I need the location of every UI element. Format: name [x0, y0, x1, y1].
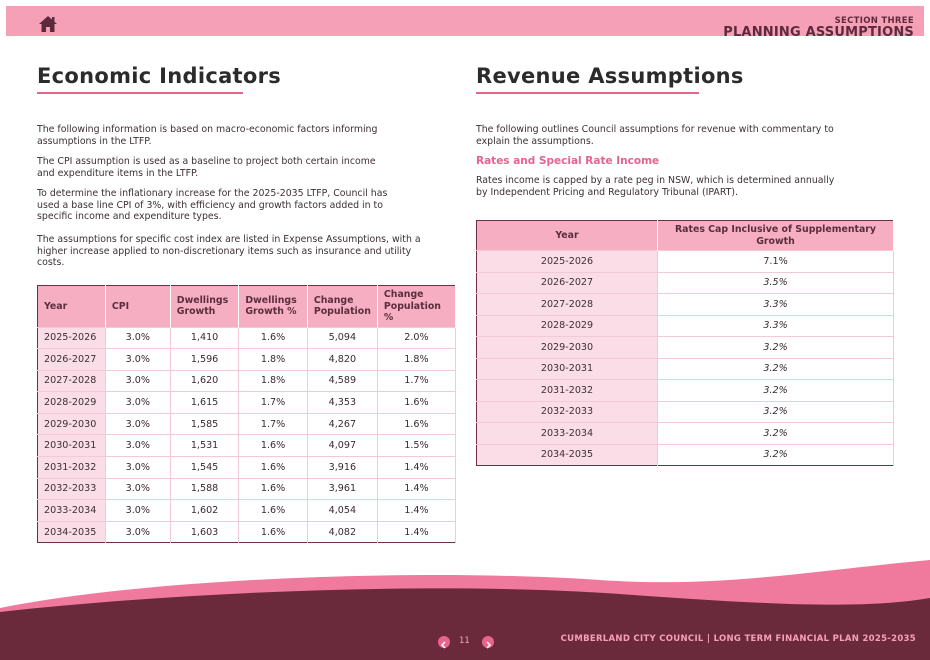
section-title: PLANNING ASSUMPTIONS [723, 25, 914, 40]
year-cell: 2025-2026 [477, 251, 658, 273]
year-cell: 2031-2032 [477, 380, 658, 402]
table-row [38, 413, 456, 435]
table-cell: 4,082 [307, 521, 377, 543]
table-row [38, 392, 456, 414]
year-cell: 2028-2029 [477, 315, 658, 337]
table-cell: 1,531 [170, 435, 239, 457]
table-cell: 5,094 [307, 327, 377, 349]
table-row [477, 251, 894, 273]
table-row [38, 478, 456, 500]
table-row [38, 435, 456, 457]
economic-indicators-table [37, 285, 456, 543]
table-cell: 1.7% [239, 413, 308, 435]
rate-cap-cell: 3.3% [658, 315, 894, 337]
table-cell: 4,353 [307, 392, 377, 414]
title-underline [476, 92, 699, 94]
table-cell: 3.0% [105, 500, 170, 522]
table-cell: 4,267 [307, 413, 377, 435]
year-cell: 2028-2029 [38, 392, 106, 414]
column-header: Change Population % [377, 286, 455, 328]
paragraph: To determine the inflationary increase for the 2025-2035 LTFP, Council has used a base line CPI of 3%, with efficiency and growth factors added in to specific income and expenditure types. [37, 188, 388, 222]
table-cell: 1.4% [377, 500, 455, 522]
header-bar [6, 6, 924, 40]
year-cell: 2027-2028 [477, 294, 658, 316]
table-cell: 3.0% [105, 457, 170, 479]
paragraph: The CPI assumption is used as a baseline to project both certain income and expenditure items in the LTFP. [37, 156, 376, 179]
table-cell: 1.8% [239, 370, 308, 392]
column-header: Rates Cap Inclusive of Supplementary Growth [658, 221, 894, 251]
year-cell: 2034-2035 [38, 521, 106, 543]
rate-cap-cell: 3.2% [658, 358, 894, 380]
table-cell: 4,820 [307, 349, 377, 371]
table-row [38, 370, 456, 392]
year-cell: 2034-2035 [477, 444, 658, 466]
home-icon[interactable] [38, 15, 58, 33]
paragraph: Rates income is capped by a rate peg in NSW, which is determined annually by Independent Pricing and Regulatory Tribunal (IPART). [476, 175, 835, 198]
table-cell: 1,596 [170, 349, 239, 371]
year-cell: 2033-2034 [477, 423, 658, 445]
rate-cap-cell: 3.3% [658, 294, 894, 316]
table-cell: 1,410 [170, 327, 239, 349]
year-cell: 2032-2033 [38, 478, 106, 500]
rates-cap-table [476, 220, 894, 466]
table-cell: 4,097 [307, 435, 377, 457]
table-cell: 1.6% [239, 478, 308, 500]
column-header: Year [477, 221, 658, 251]
paragraph: The following information is based on macro-economic factors informing assumptions in the LTFP. [37, 124, 378, 147]
table-cell: 1.6% [239, 457, 308, 479]
table-row [477, 423, 894, 445]
table-header-row [477, 221, 894, 251]
table-cell: 1.4% [377, 521, 455, 543]
year-cell: 2026-2027 [477, 272, 658, 294]
year-cell: 2030-2031 [477, 358, 658, 380]
year-cell: 2030-2031 [38, 435, 106, 457]
table-cell: 1,620 [170, 370, 239, 392]
rate-cap-cell: 3.2% [658, 444, 894, 466]
year-cell: 2032-2033 [477, 401, 658, 423]
paragraph: The following outlines Council assumptions for revenue with commentary to explain the assumptions. [476, 124, 834, 147]
economic-indicators-title: Economic Indicators [37, 64, 282, 88]
table-row [477, 294, 894, 316]
table-row [477, 358, 894, 380]
table-cell: 1,588 [170, 478, 239, 500]
table-cell: 3.0% [105, 521, 170, 543]
table-row [38, 521, 456, 543]
table-cell: 1.7% [239, 392, 308, 414]
year-cell: 2033-2034 [38, 500, 106, 522]
rate-cap-cell: 3.2% [658, 380, 894, 402]
table-header-row [38, 286, 456, 328]
table-row [477, 380, 894, 402]
table-cell: 1.4% [377, 478, 455, 500]
rate-cap-cell: 3.2% [658, 423, 894, 445]
footer-document-title: CUMBERLAND CITY COUNCIL | LONG TERM FINANCIAL PLAN 2025-2035 [560, 634, 916, 644]
column-header: Dwellings Growth [170, 286, 239, 328]
chevron-left-icon [438, 639, 450, 651]
table-cell: 1.8% [377, 349, 455, 371]
page-number: 11 [459, 636, 470, 646]
table-row [477, 337, 894, 359]
chevron-right-icon [482, 639, 494, 651]
year-cell: 2029-2030 [477, 337, 658, 359]
table-cell: 3.0% [105, 349, 170, 371]
table-cell: 1.6% [377, 392, 455, 414]
table-cell: 3.0% [105, 478, 170, 500]
table-cell: 1,603 [170, 521, 239, 543]
table-cell: 1.4% [377, 457, 455, 479]
table-cell: 4,589 [307, 370, 377, 392]
rate-cap-cell: 3.2% [658, 337, 894, 359]
rate-cap-cell: 7.1% [658, 251, 894, 273]
table-cell: 1,585 [170, 413, 239, 435]
table-row [477, 272, 894, 294]
table-cell: 3.0% [105, 413, 170, 435]
year-cell: 2027-2028 [38, 370, 106, 392]
table-cell: 1,602 [170, 500, 239, 522]
table-cell: 1.7% [377, 370, 455, 392]
table-cell: 3.0% [105, 435, 170, 457]
table-row [477, 401, 894, 423]
column-header: Year [38, 286, 106, 328]
rates-subheading: Rates and Special Rate Income [476, 155, 660, 167]
year-cell: 2025-2026 [38, 327, 106, 349]
year-cell: 2026-2027 [38, 349, 106, 371]
table-row [38, 327, 456, 349]
rate-cap-cell: 3.2% [658, 401, 894, 423]
table-cell: 1.6% [239, 521, 308, 543]
rate-cap-cell: 3.5% [658, 272, 894, 294]
table-cell: 1.6% [377, 413, 455, 435]
year-cell: 2029-2030 [38, 413, 106, 435]
section-label: SECTION THREE [834, 16, 914, 26]
table-cell: 3.0% [105, 370, 170, 392]
revenue-assumptions-title: Revenue Assumptions [476, 64, 744, 88]
table-cell: 1.8% [239, 349, 308, 371]
table-cell: 1.5% [377, 435, 455, 457]
previous-page-button[interactable] [438, 636, 450, 648]
column-header: Change Population [307, 286, 377, 328]
table-cell: 1.6% [239, 500, 308, 522]
paragraph: The assumptions for specific cost index are listed in Expense Assumptions, with a higher increase applied to non-discretionary items such as insurance and utility costs. [37, 234, 421, 268]
table-row [477, 315, 894, 337]
table-cell: 3,916 [307, 457, 377, 479]
table-cell: 1,545 [170, 457, 239, 479]
table-cell: 3.0% [105, 327, 170, 349]
table-cell: 3,961 [307, 478, 377, 500]
column-header: CPI [105, 286, 170, 328]
table-cell: 1.6% [239, 327, 308, 349]
title-underline [37, 92, 243, 94]
table-cell: 3.0% [105, 392, 170, 414]
table-cell: 2.0% [377, 327, 455, 349]
table-row [477, 444, 894, 466]
year-cell: 2031-2032 [38, 457, 106, 479]
table-row [38, 349, 456, 371]
table-cell: 1,615 [170, 392, 239, 414]
next-page-button[interactable] [482, 636, 494, 648]
table-row [38, 457, 456, 479]
table-cell: 4,054 [307, 500, 377, 522]
column-header: Dwellings Growth % [239, 286, 308, 328]
table-row [38, 500, 456, 522]
table-cell: 1.6% [239, 435, 308, 457]
